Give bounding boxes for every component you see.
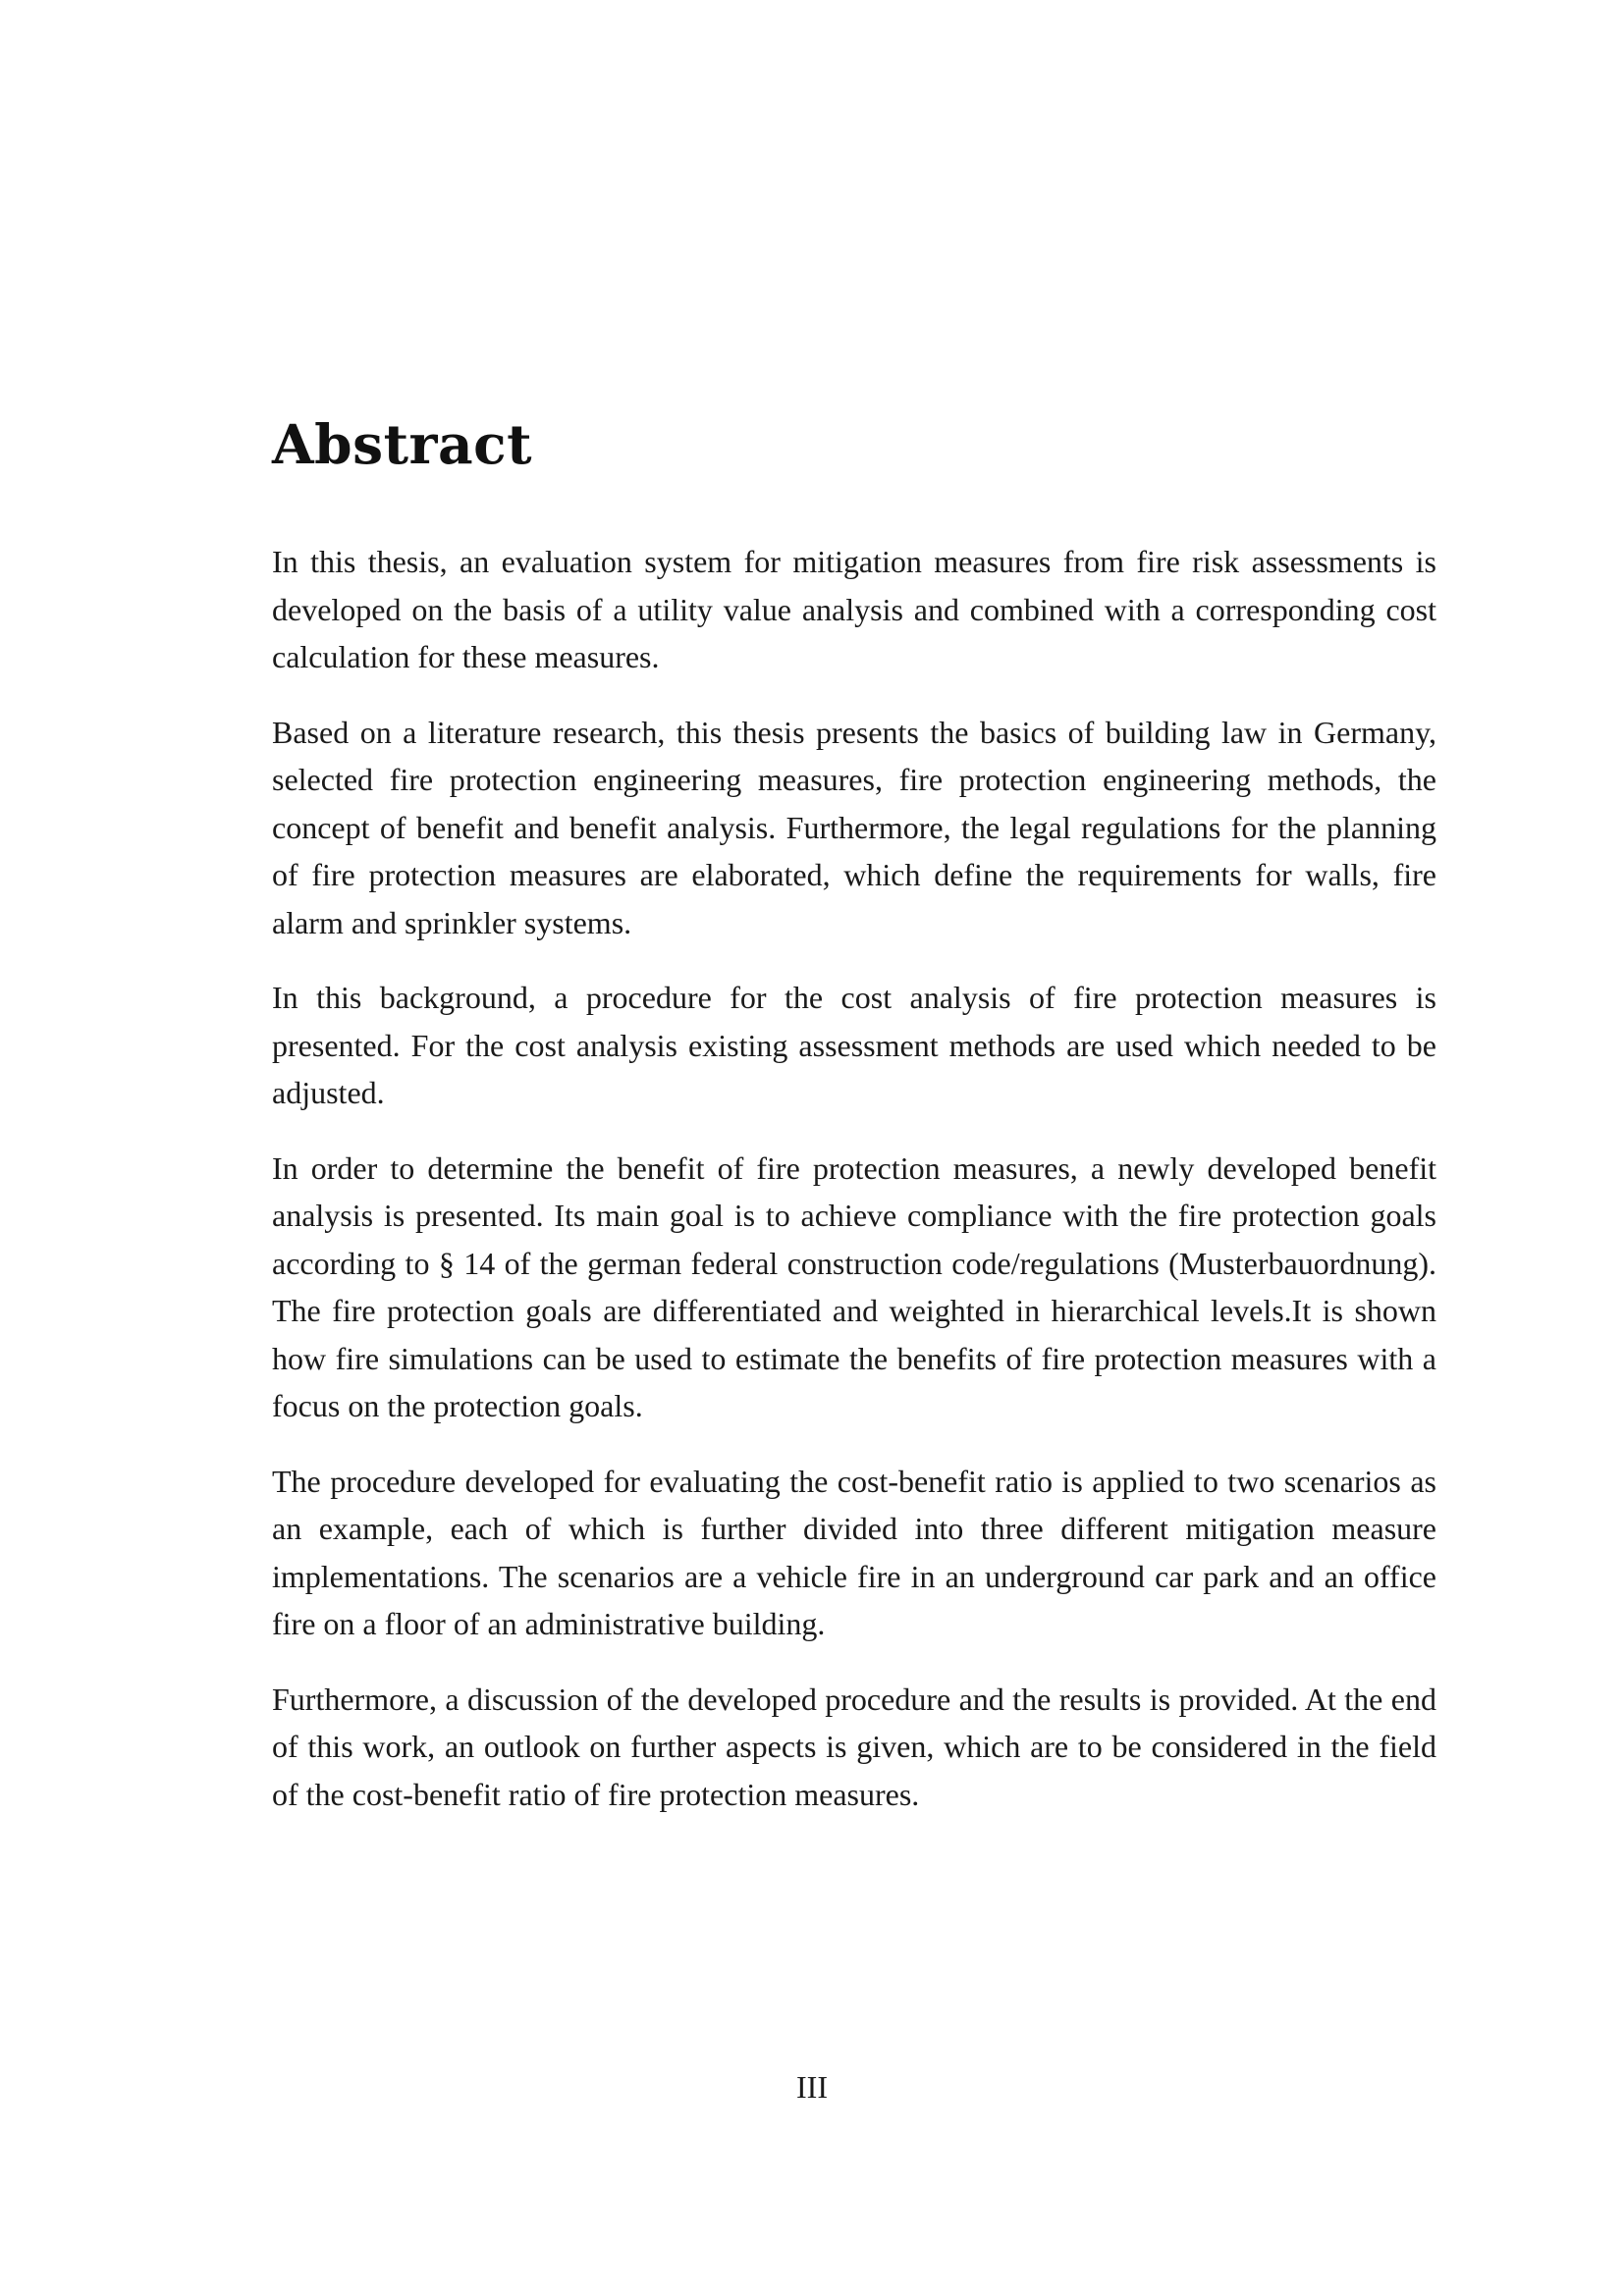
page-title: Abstract [272,412,533,476]
abstract-paragraph-2: Based on a literature research, this thesis presents the basics of building law in Germany, selected fire protection engineering measures, fire protection engineering methods, the concept of benefit and benefit analysis. Furthermore, the legal regulations for the planning of fire protection measures are elaborated, which define the requirements for walls, fire alarm and sprinkler systems. [272,714,1436,940]
page-number: III [796,2069,828,2105]
abstract-body [272,538,1436,1845]
abstract-paragraph-5: The procedure developed for evaluating the cost-benefit ratio is applied to two scenarios as an example, each of which is further divided into three different mitigation measure implementations. The scenarios are a vehicle fire in an underground car park and an office fire on a floor of an administrative building. [272,1463,1436,1641]
abstract-paragraph-4: In order to determine the benefit of fire protection measures, a newly developed benefit analysis is presented. Its main goal is to achieve compliance with the fire protection goals according to § 14 of the german federal construction code/regulations (Musterbauordnung). The fire protection goals are differentiated and weighted in hierarchical levels.It is shown how fire simulations can be used to estimate the benefits of fire protection measures with a focus on the protection goals. [272,1149,1436,1423]
abstract-paragraph-1: In this thesis, an evaluation system for mitigation measures from fire risk assessments is developed on the basis of a utility value analysis and combined with a corresponding cost calculation for these measures. [272,544,1436,674]
abstract-paragraph-3: In this background, a procedure for the cost analysis of fire protection measures is presented. For the cost analysis existing assessment methods are used which needed to be adjusted. [272,980,1436,1110]
abstract-paragraph-6: Furthermore, a discussion of the developed procedure and the results is provided. At the end of this work, an outlook on further aspects is given, which are to be considered in the field of the cost-benefit ratio of fire protection measures. [272,1681,1436,1812]
